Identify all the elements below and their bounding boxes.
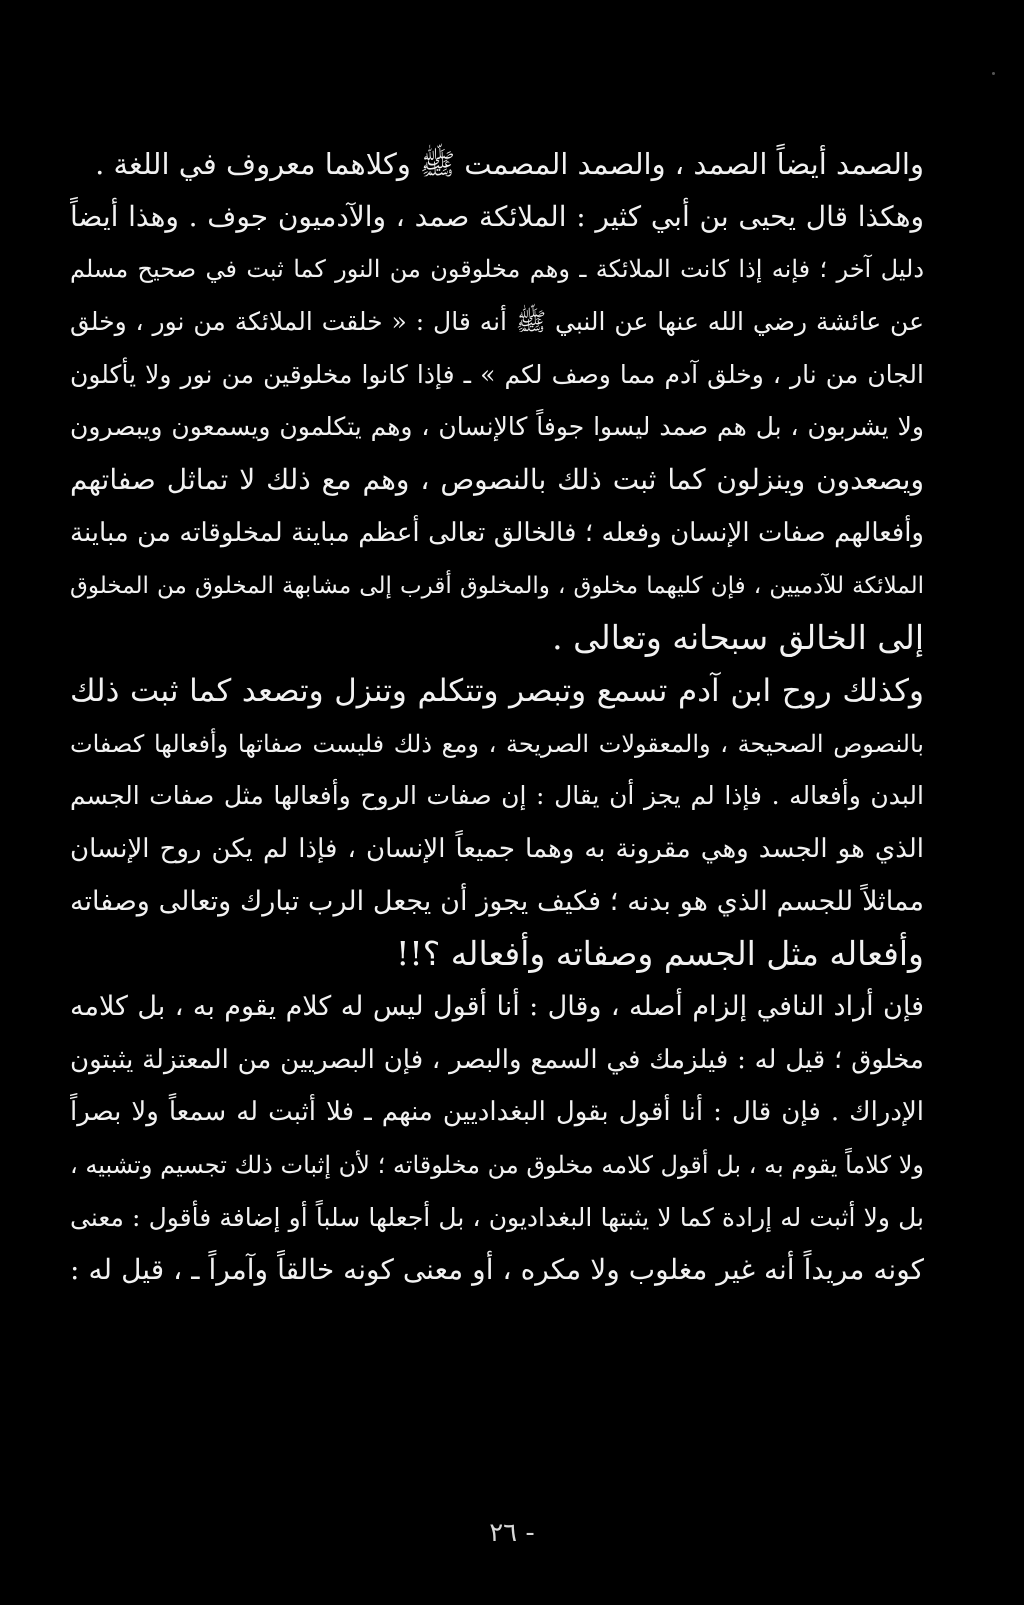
text-line: إلى الخالق سبحانه وتعالى . (552, 618, 924, 658)
text-line: بالنصوص الصحيحة ، والمعقولات الصريحة ، ومع ذلك فليست صفاتها وأفعالها كصفات (70, 729, 924, 758)
text-line: البدن وأفعاله . فإذا لم يجز أن يقال : إن صفات الروح وأفعالها مثل صفات الجسم (70, 781, 924, 811)
text-line: ولا يشربون ، بل هم صمد ليسوا جوفاً كالإنسان ، وهم يتكلمون ويسمعون ويبصرون (70, 412, 924, 442)
text-line: مماثلاً للجسم الذي هو بدنه ؛ فكيف يجوز أن يجعل الرب تبارك وتعالى وصفاته (70, 885, 924, 917)
text-line: ويصعدون وينزلون كما ثبت ذلك بالنصوص ، وهم مع ذلك لا تماثل صفاتهم (70, 463, 924, 497)
page-number: - ٢٦ (489, 1518, 535, 1548)
text-line: ولا كلاماً يقوم به ، بل أقول كلامه مخلوق من مخلوقاته ؛ لأن إثبات ذلك تجسيم وتشبيه ، (70, 1151, 924, 1180)
text-line: وأفعاله مثل الجسم وصفاته وأفعاله ؟!! (396, 934, 924, 974)
body-text (70, 138, 924, 1297)
text-line: وكذلك روح ابن آدم تسمع وتبصر وتتكلم وتنزل وتصعد كما ثبت ذلك (70, 672, 924, 709)
text-line: فإن أراد النافي إلزام أصله ، وقال : أنا أقول ليس له كلام يقوم به ، بل كلامه (70, 991, 924, 1022)
text-line: الجان من نار ، وخلق آدم مما وصف لكم » ـ فإذا كانوا مخلوقين من نور ولا يأكلون (70, 359, 924, 389)
text-line: والصمد أيضاً الصمد ، والصمد المصمت ﷺ وكلاهما معروف في اللغة . (95, 147, 924, 181)
text-line: الذي هو الجسد وهي مقرونة به وهما جميعاً الإنسان ، فإذا لم يكن روح الإنسان (70, 833, 924, 864)
text-line: الملائكة للآدميين ، فإن كليهما مخلوق ، والمخلوق أقرب إلى مشابهة المخلوق من المخلوق (70, 572, 924, 599)
text-line: كونه مريداً أنه غير مغلوب ولا مكره ، أو معنى كونه خالقاً وآمراً ـ ، قيل له : (70, 1253, 924, 1287)
text-line: عن عائشة رضي الله عنها عن النبي ﷺ أنه قال : « خلقت الملائكة من نور ، وخلق (70, 307, 924, 337)
scan-speck (992, 72, 995, 75)
text-line: مخلوق ؛ قيل له : فيلزمك في السمع والبصر ، فإن البصريين من المعتزلة يثبتون (70, 1044, 924, 1075)
text-line: بل ولا أثبت له إرادة كما لا يثبتها البغداديون ، بل أجعلها سلباً أو إضافة فأقول : معنى (70, 1202, 924, 1232)
text-line: وأفعالهم صفات الإنسان وفعله ؛ فالخالق تعالى أعظم مباينة لمخلوقاته من مباينة (70, 517, 924, 548)
text-line: دليل آخر ؛ فإنه إذا كانت الملائكة ـ وهم مخلوقون من النور كما ثبت في صحيح مسلم (70, 255, 924, 284)
text-line: الإدراك . فإن قال : أنا أقول بقول البغداديين منهم ـ فلا أثبت له سمعاً ولا بصراً (70, 1097, 924, 1128)
text-line: وهكذا قال يحيى بن أبي كثير : الملائكة صمد ، والآدميون جوف . وهذا أيضاً (70, 199, 924, 233)
